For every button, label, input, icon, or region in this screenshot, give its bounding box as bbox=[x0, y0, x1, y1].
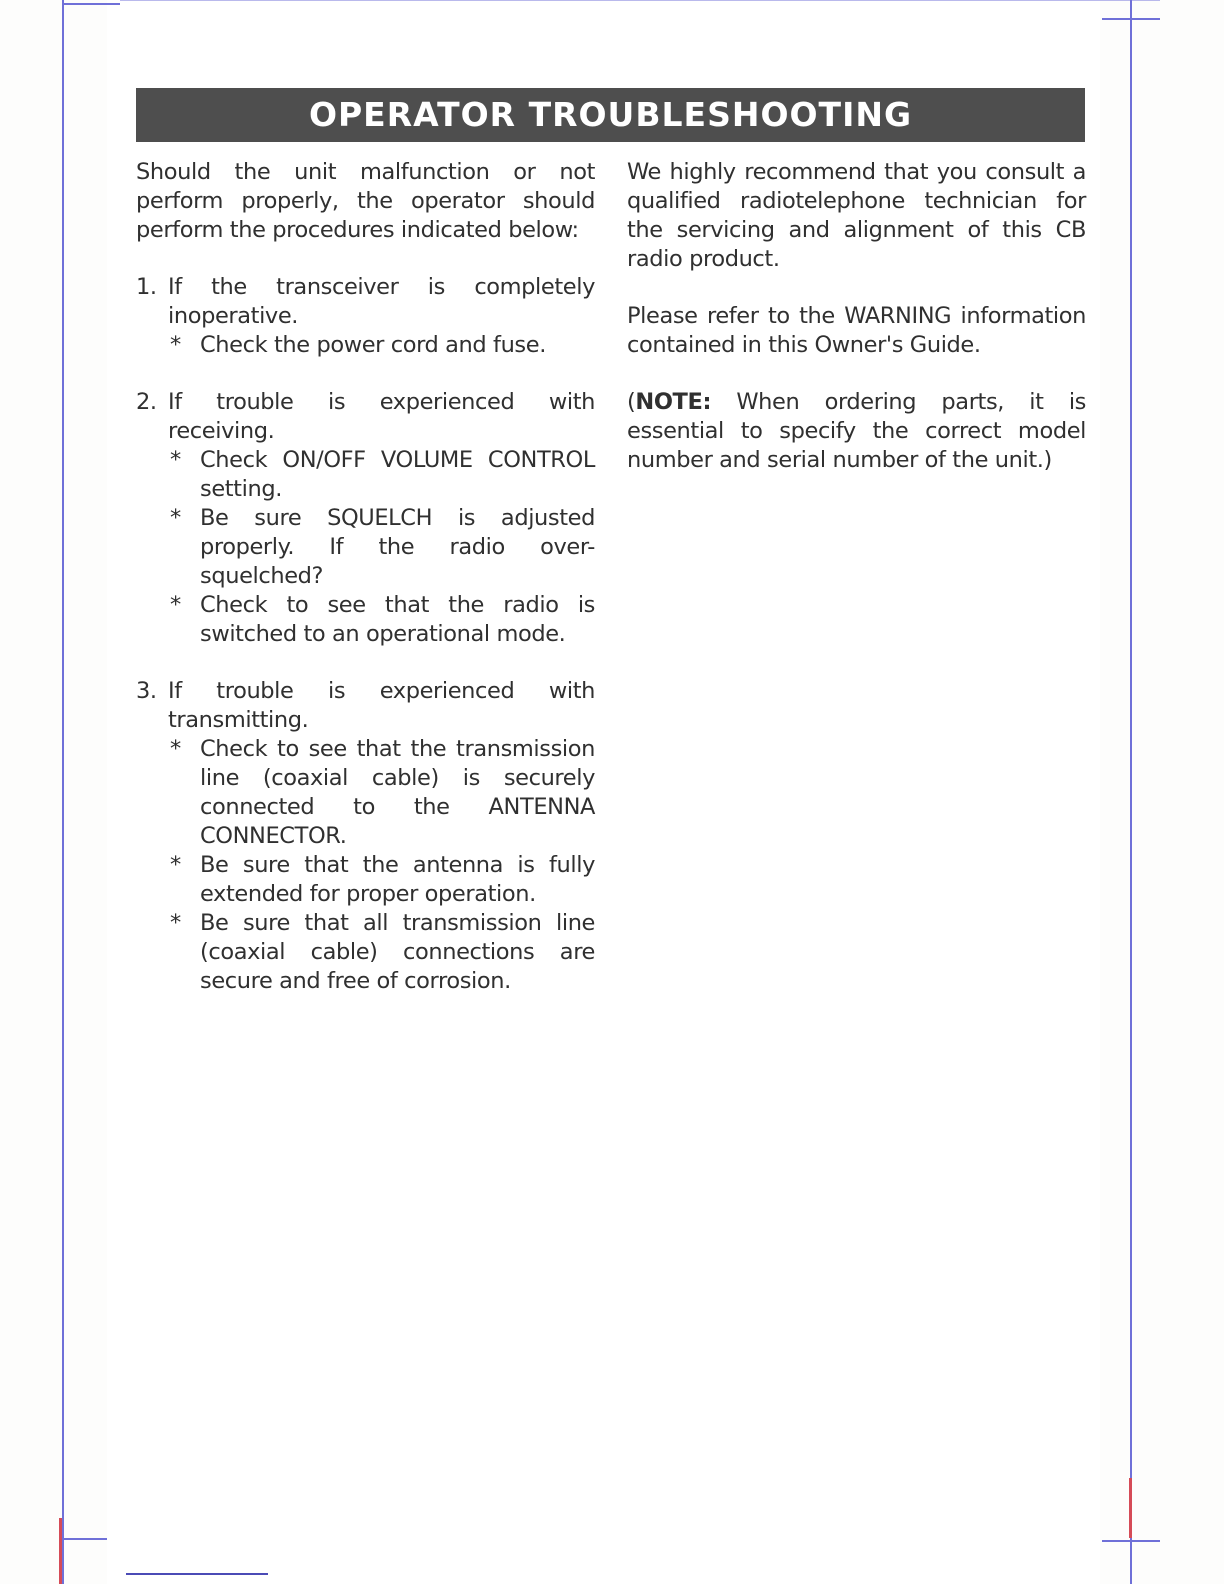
bullet-item bbox=[168, 735, 595, 851]
item-text: If the transceiver is completely inoperative. bbox=[168, 274, 595, 329]
note-paragraph bbox=[627, 388, 1086, 475]
asterisk-bullet: * bbox=[170, 447, 181, 473]
asterisk-bullet: * bbox=[170, 852, 181, 878]
bullet-text: Check to see that the transmission line (coaxial cable) is securely connected to the ANTENNA CONNECTOR. bbox=[200, 736, 595, 849]
recommend-paragraph: We highly recommend that you consult a qualified radiotelephone technician for the servicing and alignment of this CB radio product. bbox=[627, 159, 1086, 272]
bullet-item bbox=[168, 331, 595, 360]
item-number: 1. bbox=[136, 274, 157, 300]
bullet-item bbox=[168, 851, 595, 909]
bullet-text: Check the power cord and fuse. bbox=[200, 332, 546, 358]
bullet-text: Check ON/OFF VOLUME CONTROL setting. bbox=[200, 447, 595, 502]
bullet-text: Be sure that all transmission line (coaxial cable) connections are secure and free of corrosion. bbox=[200, 910, 595, 994]
scan-border-left bbox=[62, 0, 64, 1584]
asterisk-bullet: * bbox=[170, 736, 181, 762]
left-column bbox=[136, 158, 595, 996]
asterisk-bullet: * bbox=[170, 332, 181, 358]
intro-paragraph: Should the unit malfunction or not perform properly, the operator should perform the procedures indicated below: bbox=[136, 159, 595, 243]
note-open-paren: ( bbox=[627, 389, 636, 415]
scan-corner-mark bbox=[1102, 1540, 1160, 1542]
bullet-text: Be sure SQUELCH is adjusted properly. If the radio over-squelched? bbox=[200, 505, 595, 589]
item-number: 3. bbox=[136, 678, 157, 704]
bullet-item bbox=[168, 446, 595, 504]
scan-margin-mark bbox=[1129, 1478, 1132, 1538]
list-item bbox=[136, 388, 595, 649]
scan-corner-mark bbox=[1102, 18, 1160, 20]
warning-paragraph: Please refer to the WARNING information contained in this Owner's Guide. bbox=[627, 303, 1086, 358]
scan-corner-mark bbox=[62, 3, 120, 5]
list-item bbox=[136, 273, 595, 360]
asterisk-bullet: * bbox=[170, 505, 181, 531]
bullet-item bbox=[168, 591, 595, 649]
bullet-item bbox=[168, 504, 595, 591]
asterisk-bullet: * bbox=[170, 910, 181, 936]
asterisk-bullet: * bbox=[170, 592, 181, 618]
bullet-item bbox=[168, 909, 595, 996]
scan-underline-mark bbox=[126, 1573, 268, 1575]
bullet-text: Check to see that the radio is switched to an operational mode. bbox=[200, 592, 595, 647]
item-text: If trouble is experienced with receiving. bbox=[168, 389, 595, 444]
item-text: If trouble is experienced with transmitting. bbox=[168, 678, 595, 733]
list-item bbox=[136, 677, 595, 996]
scan-border-top bbox=[120, 0, 1160, 1]
scan-border-right bbox=[1130, 0, 1132, 1584]
page-title: OPERATOR TROUBLESHOOTING bbox=[136, 88, 1085, 142]
note-label: NOTE: bbox=[635, 389, 712, 415]
scan-corner-mark bbox=[62, 1538, 107, 1540]
bullet-text: Be sure that the antenna is fully extended for proper operation. bbox=[200, 852, 595, 907]
item-number: 2. bbox=[136, 389, 157, 415]
note-text: When ordering parts, it is essential to specify the correct model number and serial number of the unit.) bbox=[627, 389, 1086, 473]
right-column bbox=[627, 158, 1086, 475]
scan-margin-mark bbox=[59, 1518, 62, 1584]
